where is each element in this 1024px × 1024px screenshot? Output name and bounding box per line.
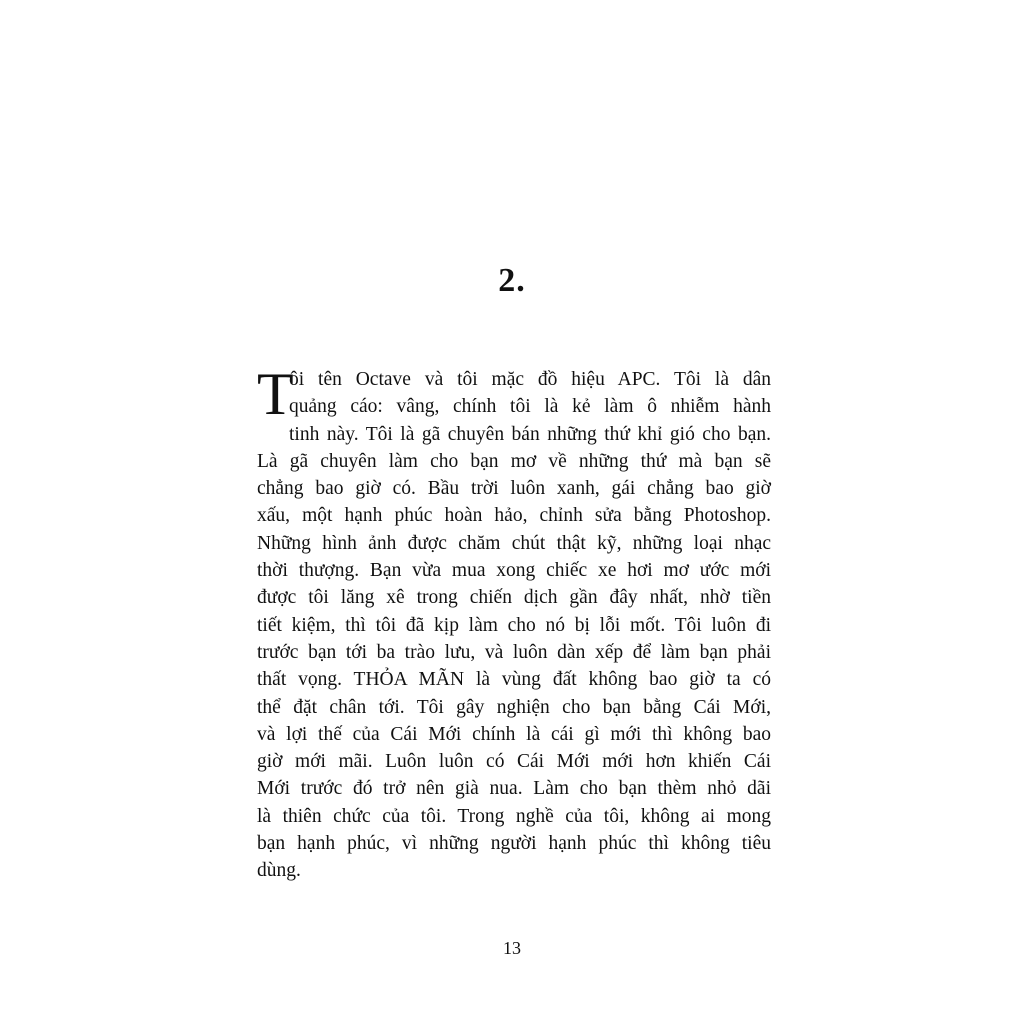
- text-line: chẳng bao giờ có. Bầu trời luôn xanh, gái chẳng bao giờ: [257, 478, 771, 500]
- text-line: tinh này. Tôi là gã chuyên bán những thứ khỉ gió cho bạn.: [289, 423, 771, 445]
- body-paragraph: [257, 361, 771, 885]
- text-line: giờ mới mãi. Luôn luôn có Cái Mới mới hơn khiến Cái: [257, 751, 771, 773]
- text-line: bạn hạnh phúc, vì những người hạnh phúc thì không tiêu: [257, 833, 771, 855]
- text-line: được tôi lăng xê trong chiến dịch gần đây nhất, nhờ tiền: [257, 587, 771, 609]
- text-line: tiết kiệm, thì tôi đã kịp làm cho nó bị lỗi mốt. Tôi luôn đi: [257, 614, 771, 636]
- text-line: xấu, một hạnh phúc hoàn hảo, chỉnh sửa bằng Photoshop.: [257, 505, 771, 527]
- text-line: là thiên chức của tôi. Trong nghề của tôi, không ai mong: [257, 805, 771, 827]
- chapter-number: 2.: [498, 262, 526, 299]
- text-line: dùng.: [257, 860, 301, 882]
- page-number: 13: [503, 938, 521, 958]
- text-line: ôi tên Octave và tôi mặc đồ hiệu APC. Tôi là dân: [289, 369, 771, 390]
- text-line: Mới trước đó trở nên già nua. Làm cho bạn thèm nhỏ dãi: [257, 778, 771, 800]
- text-line: trước bạn tới ba trào lưu, và luôn dàn xếp để làm bạn phải: [257, 641, 771, 663]
- text-line: thể đặt chân tới. Tôi gây nghiện cho bạn bằng Cái Mới,: [257, 696, 771, 718]
- drop-cap: T: [257, 361, 294, 427]
- text-line: Những hình ảnh được chăm chút thật kỹ, những loại nhạc: [257, 532, 771, 554]
- text-line: thất vọng. THỎA MÃN là vùng đất không bao giờ ta có: [257, 669, 771, 691]
- text-line: Là gã chuyên làm cho bạn mơ về những thứ mà bạn sẽ: [257, 450, 771, 472]
- text-line: và lợi thế của Cái Mới chính là cái gì mới thì không bao: [257, 723, 771, 745]
- text-line: quảng cáo: vâng, chính tôi là kẻ làm ô nhiễm hành: [289, 396, 771, 418]
- text-line: thời thượng. Bạn vừa mua xong chiếc xe hơi mơ ước mới: [257, 560, 771, 582]
